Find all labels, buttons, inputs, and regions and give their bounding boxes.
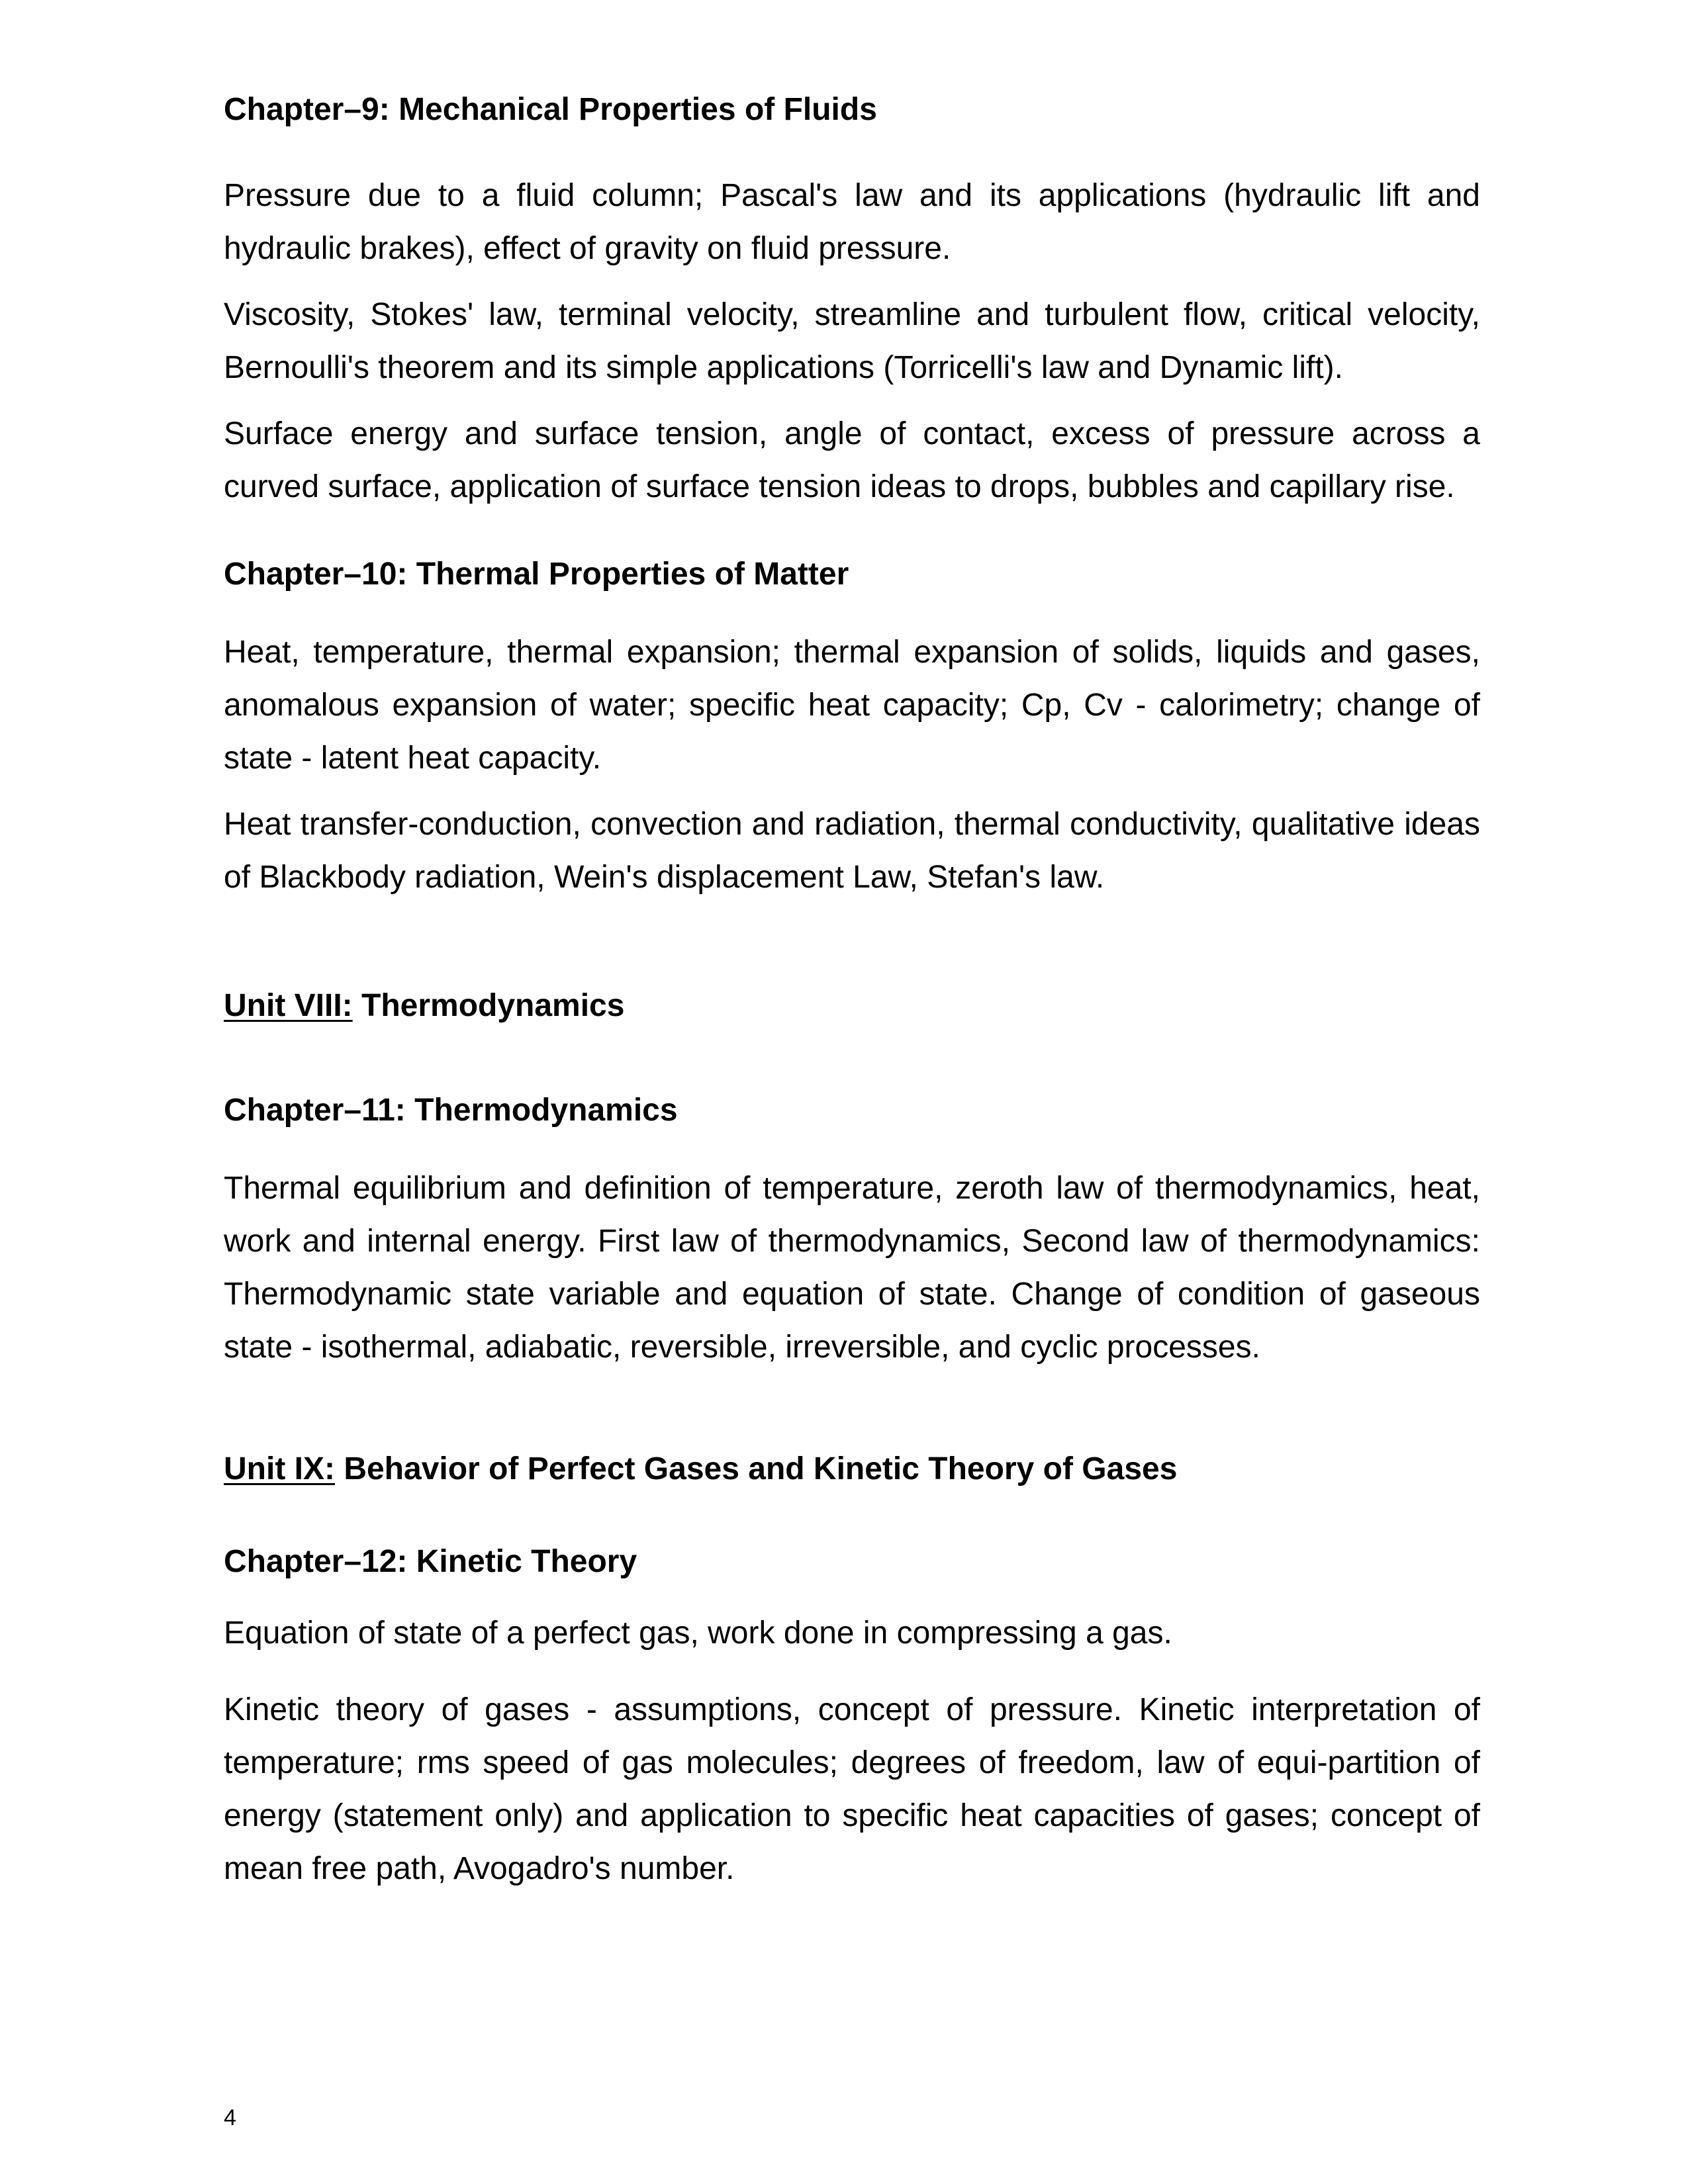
unit-9-title: Behavior of Perfect Gases and Kinetic Theory of Gases xyxy=(334,1451,1178,1486)
chapter-12-heading: Chapter–12: Kinetic Theory xyxy=(224,1544,637,1579)
chapter-9-paragraph-3: Surface energy and surface tension, angle of contact, excess of pressure across a curved surface, application of surface tension ideas to drops, bubbles and capillary rise. xyxy=(224,416,1480,504)
unit-8-heading xyxy=(224,986,624,1026)
unit-8-title: Thermodynamics xyxy=(352,988,625,1023)
unit-8-label: Unit VIII: xyxy=(224,988,353,1023)
chapter-10-paragraph-1: Heat, temperature, thermal expansion; thermal expansion of solids, liquids and gases, anomalous expansion of water; specific heat capacity; Cp, Cv - calorimetry; change of state - latent heat capacity. xyxy=(224,635,1480,776)
unit-9-label: Unit IX: xyxy=(224,1451,335,1486)
chapter-9-paragraph-1: Pressure due to a fluid column; Pascal's law and its applications (hydraulic lift and hydraulic brakes), effect of gravity on fluid pressure. xyxy=(224,178,1480,266)
chapter-9-heading: Chapter–9: Mechanical Properties of Fluids xyxy=(224,92,877,127)
chapter-12-paragraph-2: Kinetic theory of gases - assumptions, concept of pressure. Kinetic interpretation of temperature; rms speed of gas molecules; degrees of freedom, law of equi-partition of energy (statement only) and application to specific heat capacities of gases; concept of mean free path, Avogadro's number. xyxy=(224,1692,1480,1886)
chapter-12-paragraph-1: Equation of state of a perfect gas, work done in compressing a gas. xyxy=(224,1615,1172,1651)
unit-9-heading xyxy=(224,1449,1177,1489)
page-number: 4 xyxy=(224,2105,236,2130)
chapter-11-heading: Chapter–11: Thermodynamics xyxy=(224,1093,678,1128)
chapter-11-paragraph-1: Thermal equilibrium and definition of temperature, zeroth law of thermodynamics, heat, work and internal energy. First law of thermodynamics, Second law of thermodynamics: Thermodynamic state variable and equation of state. Change of condition of gaseous state - isothermal, adiabatic, reversible, irreversible, and cyclic processes. xyxy=(224,1171,1480,1365)
chapter-9-paragraph-2: Viscosity, Stokes' law, terminal velocity, streamline and turbulent flow, critical velocity, Bernoulli's theorem and its simple applications (Torricelli's law and Dynamic lift). xyxy=(224,297,1480,385)
chapter-10-heading: Chapter–10: Thermal Properties of Matter xyxy=(224,557,849,592)
chapter-10-paragraph-2: Heat transfer-conduction, convection and radiation, thermal conductivity, qualitative ideas of Blackbody radiation, Wein's displacement Law, Stefan's law. xyxy=(224,807,1480,895)
